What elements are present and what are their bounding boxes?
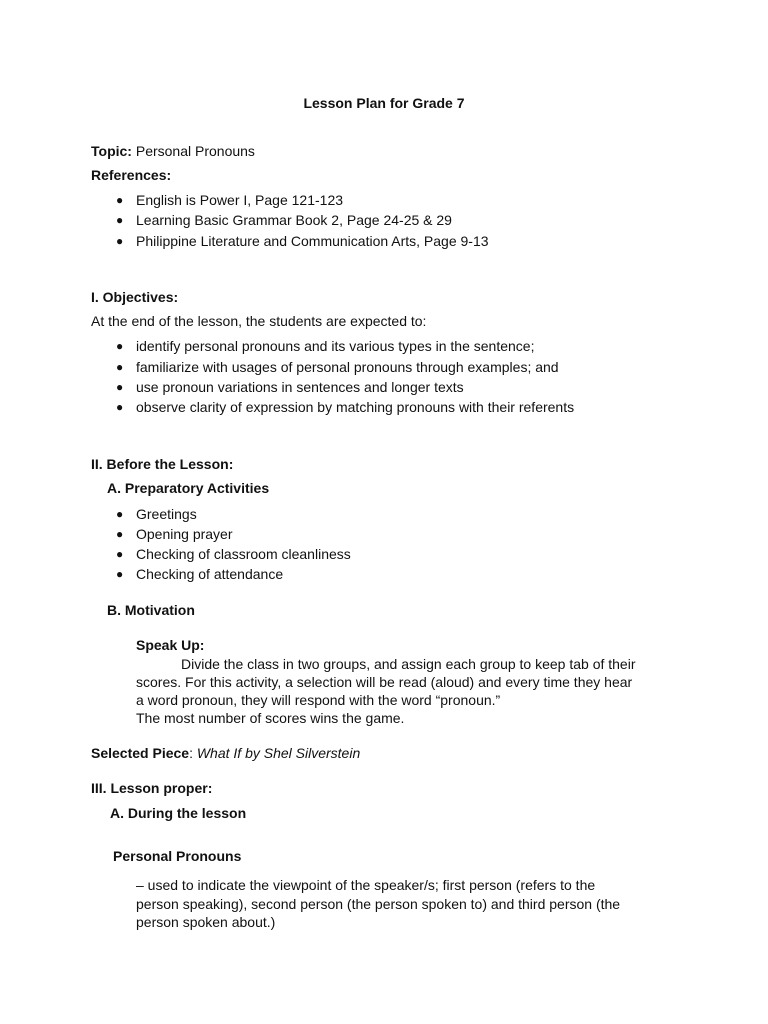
- lesson-proper-heading: III. Lesson proper:: [91, 780, 213, 796]
- reference-item: Learning Basic Grammar Book 2, Page 24-25 & 29: [136, 212, 452, 228]
- bullet-icon: ●: [116, 547, 124, 561]
- selected-piece-label: Selected Piece: [91, 745, 190, 761]
- topic-label: Topic:: [91, 143, 132, 159]
- objective-item: familiarize with usages of personal pronouns through examples; and: [136, 359, 559, 375]
- bullet-icon: ●: [116, 380, 124, 394]
- motivation-line: Divide the class in two groups, and assign each group to keep tab of their: [181, 656, 636, 672]
- definition-line: person speaking), second person (the person spoken to) and third person (the: [136, 896, 621, 912]
- topic-line: [91, 143, 255, 159]
- topic-value: Personal Pronouns: [135, 143, 255, 159]
- preparatory-heading: A. Preparatory Activities: [107, 480, 270, 496]
- bullet-icon: ●: [116, 400, 124, 414]
- objective-item: observe clarity of expression by matching pronouns with their referents: [136, 399, 575, 415]
- page-title: Lesson Plan for Grade 7: [303, 95, 465, 111]
- objectives-heading: I. Objectives:: [91, 289, 179, 305]
- definition-line: person spoken about.): [136, 914, 276, 930]
- objectives-intro: At the end of the lesson, the students are expected to:: [91, 313, 427, 329]
- preparatory-item: Opening prayer: [136, 526, 233, 542]
- selected-piece-colon: :: [189, 745, 193, 761]
- before-lesson-heading: II. Before the Lesson:: [91, 456, 234, 472]
- preparatory-item: Checking of classroom cleanliness: [136, 546, 351, 562]
- bullet-icon: ●: [116, 527, 124, 541]
- bullet-icon: ●: [116, 339, 124, 353]
- personal-pronouns-subheading: Personal Pronouns: [113, 848, 242, 864]
- preparatory-item: Greetings: [136, 506, 197, 522]
- motivation-heading: B. Motivation: [107, 602, 195, 618]
- activity-title: Speak Up:: [136, 637, 205, 653]
- bullet-icon: ●: [116, 213, 124, 227]
- motivation-line: scores. For this activity, a selection will be read (aloud) and every time they hear: [136, 674, 633, 690]
- during-lesson-heading: A. During the lesson: [110, 805, 247, 821]
- preparatory-item: Checking of attendance: [136, 566, 284, 582]
- reference-item: Philippine Literature and Communication Arts, Page 9-13: [136, 233, 489, 249]
- objective-item: identify personal pronouns and its various types in the sentence;: [136, 338, 535, 354]
- bullet-icon: ●: [116, 507, 124, 521]
- bullet-icon: ●: [116, 193, 124, 207]
- bullet-icon: ●: [116, 567, 124, 581]
- bullet-icon: ●: [116, 234, 124, 248]
- references-heading: References:: [91, 167, 172, 183]
- bullet-icon: ●: [116, 360, 124, 374]
- definition-line: – used to indicate the viewpoint of the speaker/s; first person (refers to the: [136, 877, 596, 893]
- reference-item: English is Power I, Page 121-123: [136, 192, 344, 208]
- motivation-line: The most number of scores wins the game.: [136, 710, 405, 726]
- selected-piece-value: What If by Shel Silverstein: [196, 745, 361, 761]
- objective-item: use pronoun variations in sentences and longer texts: [136, 379, 464, 395]
- selected-piece-line: [91, 745, 360, 761]
- motivation-line: a word pronoun, they will respond with the word “pronoun.”: [136, 692, 501, 708]
